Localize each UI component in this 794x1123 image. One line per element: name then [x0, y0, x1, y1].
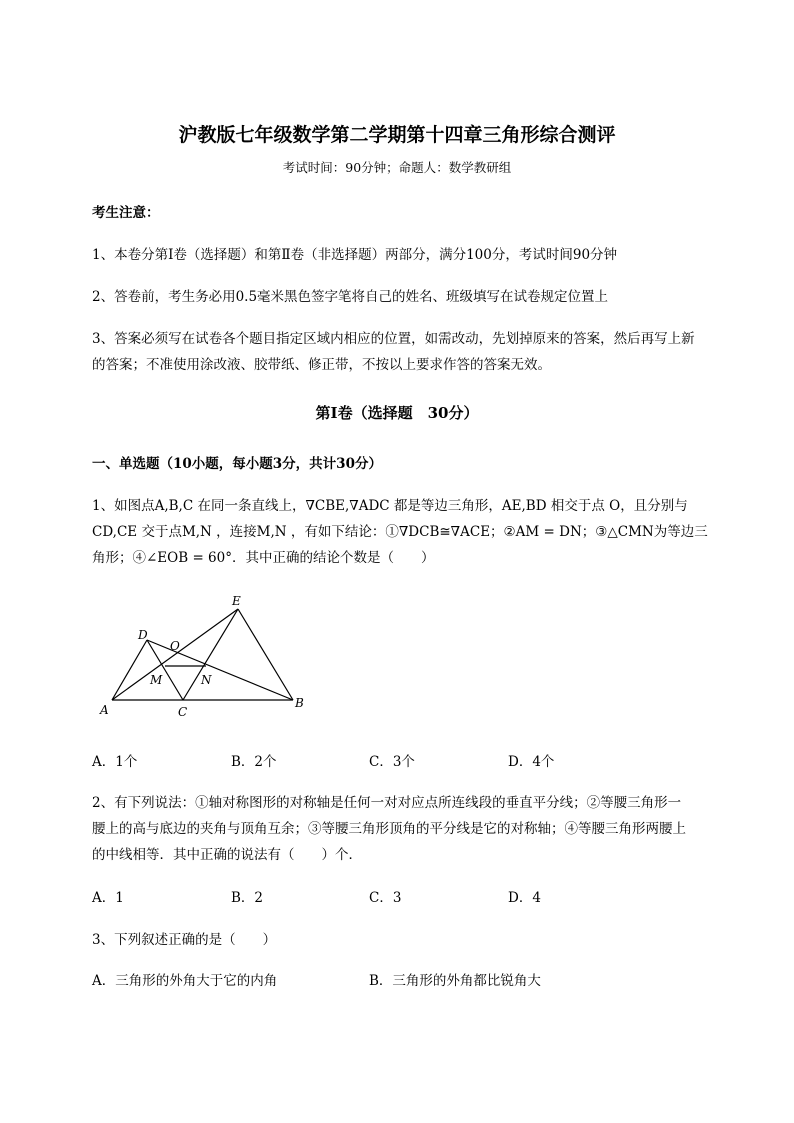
question-1-line-3: 角形；④∠EOB = 60°．其中正确的结论个数是（ ） — [92, 550, 435, 566]
q2-option-a: A．1 — [92, 890, 124, 906]
label-e: E — [232, 594, 241, 608]
section-title: 第I卷（选择题 30分） — [315, 404, 479, 422]
part-heading: 一、单选题（10小题，每小题3分，共计30分） — [92, 456, 382, 472]
question-2-line-3: 的中线相等．其中正确的说法有（ ）个． — [92, 847, 362, 863]
question-2-line-2: 腰上的高与底边的夹角与顶角互余；③等腰三角形顶角的平分线是它的对称轴；④等腰三角形两腰上 — [92, 821, 686, 837]
label-m: M — [150, 673, 163, 687]
label-n: N — [201, 673, 212, 687]
notice-item-2: 2、答卷前，考生务必用0.5毫米黑色签字笔将自己的姓名、班级填写在试卷规定位置上 — [92, 289, 609, 305]
notice-item-3: 3、答案必须写在试卷各个题目指定区域内相应的位置，如需改动，先划掉原来的答案，然后再写上新 — [92, 331, 695, 347]
label-d: D — [138, 628, 148, 642]
q1-option-d: D．4个 — [508, 754, 555, 770]
label-b: B — [295, 696, 304, 710]
q1-option-a: A．1个 — [92, 754, 138, 770]
q2-option-b: B．2 — [231, 890, 264, 906]
segment-ad — [112, 640, 147, 700]
label-o: O — [170, 639, 180, 653]
notice-heading: 考生注意： — [92, 205, 160, 221]
q1-option-b: B．2个 — [231, 754, 277, 770]
question-2-line-1: 2、有下列说法：①轴对称图形的对称轴是任何一对对应点所连线段的垂直平分线；②等腰三角形一 — [92, 795, 682, 811]
q3-option-a: A．三角形的外角大于它的内角 — [92, 973, 278, 989]
geometry-figure — [95, 588, 315, 723]
label-c: C — [178, 705, 188, 719]
segment-eb — [238, 609, 293, 700]
q3-option-b: B．三角形的外角都比锐角大 — [369, 973, 541, 989]
question-1-line-2: CD,CE 交于点M,N ，连接M,N ，有如下结论：①∇DCB≅∇ACE；②AM = DN；③△CMN为等边三 — [92, 524, 708, 540]
question-3-line-1: 3、下列叙述正确的是（ ） — [92, 932, 277, 948]
notice-item-1: 1、本卷分第I卷（选择题）和第Ⅱ卷（非选择题）两部分，满分100分，考试时间90分钟 — [92, 247, 618, 263]
q1-option-c: C．3个 — [369, 754, 415, 770]
q2-option-d: D．4 — [508, 890, 541, 906]
question-1-line-1: 1、如图点A,B,C 在同一条直线上，∇CBE,∇ADC 都是等边三角形，AE,BD 相交于点 O，且分别与 — [92, 498, 688, 514]
label-a: A — [100, 703, 109, 717]
notice-item-3-cont: 的答案；不准使用涂改液、胶带纸、修正带，不按以上要求作答的答案无效。 — [92, 357, 551, 373]
segment-db — [147, 640, 293, 700]
q2-option-c: C．3 — [369, 890, 402, 906]
exam-info: 考试时间：90分钟；命题人：数学教研组 — [282, 160, 512, 175]
page-title: 沪教版七年级数学第二学期第十四章三角形综合测评 — [178, 124, 616, 146]
